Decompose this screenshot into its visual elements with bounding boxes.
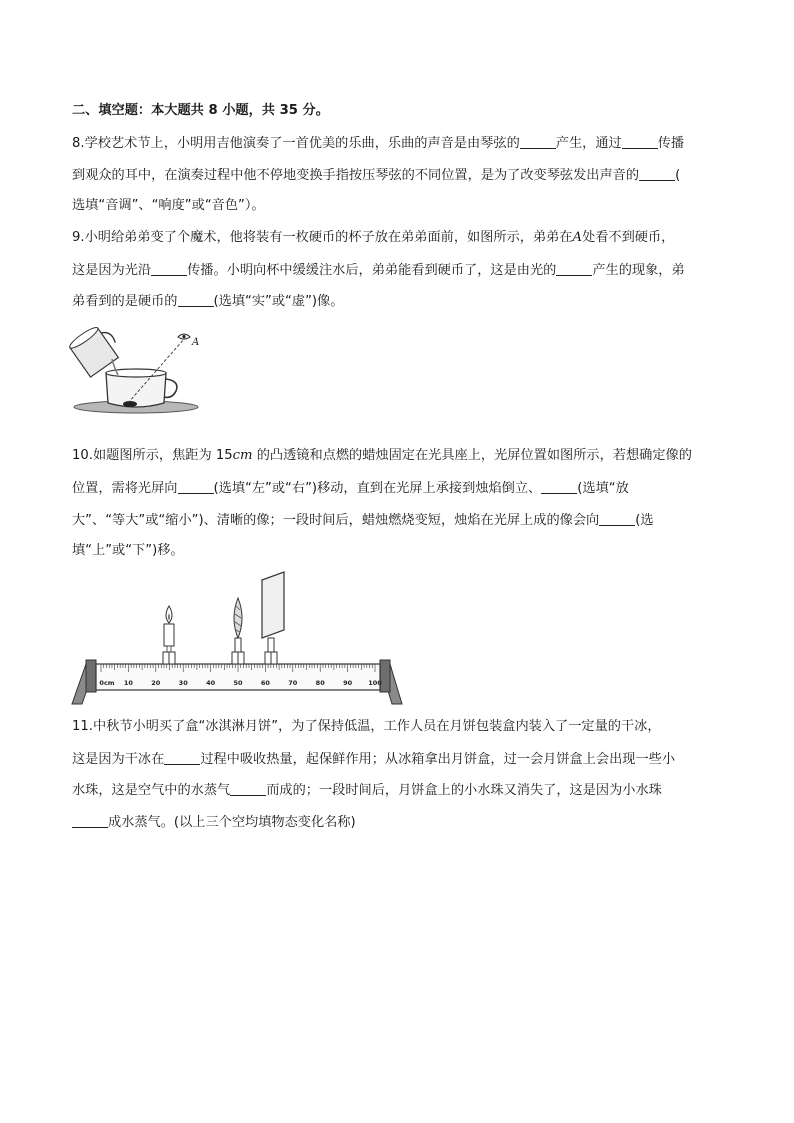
bench-left-end xyxy=(86,660,96,692)
q8-text: 到观众的耳中，在演奏过程中他不停地变换手指按压琴弦的不同位置，是为了改变琴弦发出声音的 xyxy=(72,168,640,183)
q10-line-4: 填“上”或“下”)移。 xyxy=(72,543,184,558)
candle xyxy=(163,606,175,664)
q9-text: 弟看到的是硬币的 xyxy=(72,294,178,309)
ruler-label: 50 xyxy=(233,679,243,687)
answer-blank[interactable] xyxy=(178,479,214,494)
answer-blank[interactable] xyxy=(622,134,658,149)
coin xyxy=(123,401,137,407)
ruler-label: 70 xyxy=(288,679,298,687)
q8-line-1 xyxy=(72,134,684,153)
q9-text: 传播。小明向杯中缓缓注水后，弟弟能看到硬币了，这是由光的 xyxy=(187,263,557,278)
answer-blank[interactable] xyxy=(556,261,592,276)
q10-text: 的凸透镜和点燃的蜡烛固定在光具座上，光屏位置如图所示，若想确定像的 xyxy=(252,448,692,463)
answer-blank[interactable] xyxy=(230,781,266,796)
ruler-label: 90 xyxy=(343,679,353,687)
q11-text: 而成的；一段时间后，月饼盒上的小水珠又消失了，这是因为小水珠 xyxy=(266,783,662,798)
ruler-label: 40 xyxy=(206,679,216,687)
answer-blank[interactable] xyxy=(178,292,214,307)
answer-blank[interactable] xyxy=(520,134,556,149)
q10-line-1 xyxy=(72,447,692,465)
ruler-label: 0cm xyxy=(99,679,115,687)
q8-text: 传播 xyxy=(657,136,685,151)
point-a-label: A xyxy=(572,230,583,245)
ruler-label: 60 xyxy=(260,679,270,687)
q10-text: 大”、“等大”或“缩小”)、清晰的像；一段时间后，蜡烛燃烧变短，烛焰在光屏上成的像会向 xyxy=(72,513,600,528)
q11-line-3 xyxy=(72,781,662,800)
q10-line-3 xyxy=(72,511,654,530)
q10-text: (选填“左”或“右”)移动，直到在光屏上承接到烛焰倒立、 xyxy=(213,481,542,496)
q10-text: (选填“放 xyxy=(577,481,629,496)
q8-text: ( xyxy=(675,168,681,183)
q8-line-3: 选填“音调”、“响度”或“音色”）。 xyxy=(72,198,265,213)
fig-point-a: A xyxy=(192,337,200,348)
q9-text: 处看不到硬币， xyxy=(582,230,675,245)
q10-line-2 xyxy=(72,479,629,498)
q11-line-4 xyxy=(72,813,356,832)
q10-text: (选 xyxy=(635,513,654,528)
q9-line-2 xyxy=(72,261,685,280)
q11-text: 成水蒸气。(以上三个空均填物态变化名称) xyxy=(108,815,356,830)
ruler-label: 80 xyxy=(315,679,325,687)
ruler-label: 30 xyxy=(178,679,188,687)
convex-lens xyxy=(232,598,244,664)
unit-cm: cm xyxy=(232,448,253,463)
ruler-label: 10 xyxy=(123,679,133,687)
q11-text: 水珠，这是空气中的水蒸气 xyxy=(72,783,231,798)
q10-text: 位置，需将光屏向 xyxy=(72,481,178,496)
ruler-label: 100 xyxy=(368,679,382,687)
answer-blank[interactable] xyxy=(599,511,635,526)
q9-line-1 xyxy=(72,229,674,247)
q11-line-1: 11.中秋节小明买了盒“冰淇淋月饼”，为了保持低温，工作人员在月饼包装盒内装入了一定量的干冰， xyxy=(72,719,661,734)
q9-text: 这是因为光沿 xyxy=(72,263,152,278)
q9-text: (选填“实”或“虚”)像。 xyxy=(213,294,344,309)
answer-blank[interactable] xyxy=(541,479,577,494)
answer-blank[interactable] xyxy=(72,813,108,828)
q9-text: 9.小明给弟弟变了个魔术，他将装有一枚硬币的杯子放在弟弟面前，如图所示，弟弟在 xyxy=(72,230,573,245)
answer-blank[interactable] xyxy=(151,261,187,276)
q9-text: 产生的现象，弟 xyxy=(592,263,685,278)
q8-text: 产生，通过 xyxy=(555,136,622,151)
optical-bench-figure xyxy=(70,566,406,708)
q10-text: 10.如题图所示，焦距为 15 xyxy=(72,448,233,463)
answer-blank[interactable] xyxy=(164,750,200,765)
cup-coin-figure xyxy=(66,325,206,417)
cup xyxy=(106,373,166,407)
section-title: 二、填空题：本大题共 8 小题，共 35 分。 xyxy=(72,103,329,118)
ruler-label: 20 xyxy=(151,679,161,687)
q8-line-2 xyxy=(72,166,680,185)
q11-text: 过程中吸收热量，起保鲜作用；从冰箱拿出月饼盒，过一会月饼盒上会出现一些小 xyxy=(200,752,676,767)
bench-right-end xyxy=(380,660,390,692)
q11-text: 这是因为干冰在 xyxy=(72,752,165,767)
answer-blank[interactable] xyxy=(639,166,675,181)
q8-text: 8.学校艺术节上，小明用吉他演奏了一首优美的乐曲，乐曲的声音是由琴弦的 xyxy=(72,136,520,151)
light-screen xyxy=(262,572,284,664)
q9-line-3 xyxy=(72,292,343,311)
q11-line-2 xyxy=(72,750,675,769)
